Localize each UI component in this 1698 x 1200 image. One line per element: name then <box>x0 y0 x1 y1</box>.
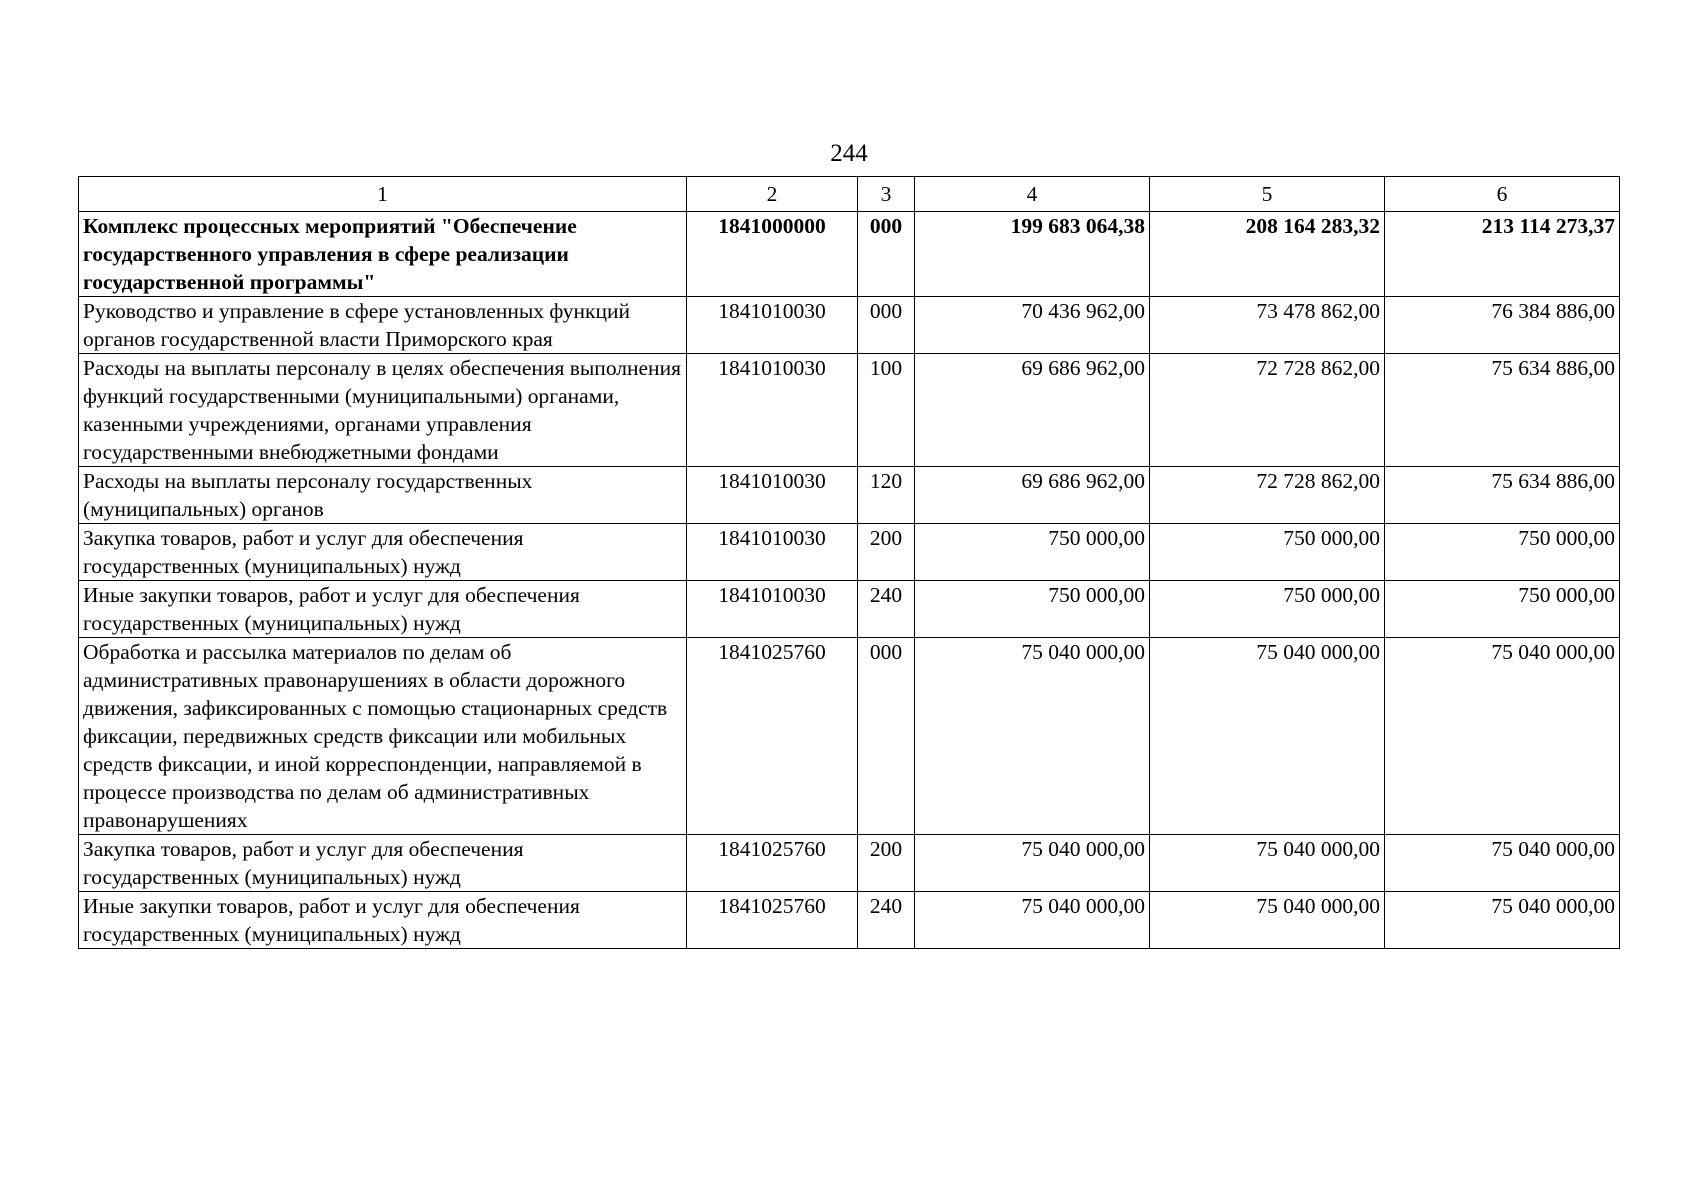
amount-col5-cell: 73 478 862,00 <box>1150 297 1385 354</box>
amount-col6-cell: 75 634 886,00 <box>1385 354 1620 467</box>
table-row <box>79 354 1620 467</box>
amount-col6-cell: 750 000,00 <box>1385 581 1620 638</box>
target-code-cell: 1841010030 <box>687 467 858 524</box>
expense-name-cell: Закупка товаров, работ и услуг для обеспечения государственных (муниципальных) нужд <box>79 524 687 581</box>
amount-col5-cell: 72 728 862,00 <box>1150 467 1385 524</box>
amount-col5-cell: 75 040 000,00 <box>1150 638 1385 835</box>
table-row <box>79 297 1620 354</box>
amount-col6-cell: 213 114 273,37 <box>1385 212 1620 297</box>
amount-col6-cell: 75 634 886,00 <box>1385 467 1620 524</box>
amount-col4-cell: 750 000,00 <box>915 524 1150 581</box>
expense-name-cell: Руководство и управление в сфере установленных функций органов государственной власти Приморского края <box>79 297 687 354</box>
target-code-cell: 1841000000 <box>687 212 858 297</box>
amount-col5-cell: 750 000,00 <box>1150 581 1385 638</box>
expense-name-cell: Закупка товаров, работ и услуг для обеспечения государственных (муниципальных) нужд <box>79 835 687 892</box>
expense-name-cell: Расходы на выплаты персоналу государственных (муниципальных) органов <box>79 467 687 524</box>
expense-name-cell: Комплекс процессных мероприятий "Обеспечение государственного управления в сфере реализации государственной программы" <box>79 212 687 297</box>
column-number: 2 <box>687 177 858 212</box>
column-number: 4 <box>915 177 1150 212</box>
expense-type-cell: 000 <box>858 638 915 835</box>
amount-col5-cell: 75 040 000,00 <box>1150 892 1385 949</box>
amount-col4-cell: 69 686 962,00 <box>915 467 1150 524</box>
column-number: 6 <box>1385 177 1620 212</box>
amount-col6-cell: 75 040 000,00 <box>1385 638 1620 835</box>
table-row <box>79 212 1620 297</box>
expense-name-cell: Иные закупки товаров, работ и услуг для обеспечения государственных (муниципальных) нужд <box>79 892 687 949</box>
expense-type-cell: 000 <box>858 212 915 297</box>
table-row <box>79 638 1620 835</box>
amount-col6-cell: 750 000,00 <box>1385 524 1620 581</box>
expense-name-cell: Расходы на выплаты персоналу в целях обеспечения выполнения функций государственными (муниципальными) органами, казенными учреждениями, органами управления государственными внебюджетными фондами <box>79 354 687 467</box>
column-number: 3 <box>858 177 915 212</box>
amount-col5-cell: 72 728 862,00 <box>1150 354 1385 467</box>
amount-col4-cell: 75 040 000,00 <box>915 835 1150 892</box>
target-code-cell: 1841010030 <box>687 524 858 581</box>
budget-table <box>78 176 1620 949</box>
amount-col4-cell: 70 436 962,00 <box>915 297 1150 354</box>
table-row <box>79 835 1620 892</box>
expense-type-cell: 000 <box>858 297 915 354</box>
target-code-cell: 1841025760 <box>687 892 858 949</box>
column-number: 5 <box>1150 177 1385 212</box>
expense-type-cell: 200 <box>858 835 915 892</box>
table-row <box>79 524 1620 581</box>
expense-type-cell: 240 <box>858 581 915 638</box>
table-body <box>79 212 1620 949</box>
expense-type-cell: 240 <box>858 892 915 949</box>
amount-col4-cell: 199 683 064,38 <box>915 212 1150 297</box>
expense-name-cell: Обработка и рассылка материалов по делам об административных правонарушениях в области дорожного движения, зафиксированных с помощью стационарных средств фиксации, передвижных средств фиксации или мобильных средств фиксации, и иной корреспонденции, направляемой в процессе производства по делам об административных правонарушениях <box>79 638 687 835</box>
expense-name-cell: Иные закупки товаров, работ и услуг для обеспечения государственных (муниципальных) нужд <box>79 581 687 638</box>
column-number-row <box>79 177 1620 212</box>
amount-col4-cell: 75 040 000,00 <box>915 892 1150 949</box>
amount-col6-cell: 76 384 886,00 <box>1385 297 1620 354</box>
expense-type-cell: 120 <box>858 467 915 524</box>
table-row <box>79 467 1620 524</box>
table-row <box>79 581 1620 638</box>
page-number: 244 <box>830 140 868 167</box>
amount-col6-cell: 75 040 000,00 <box>1385 892 1620 949</box>
amount-col4-cell: 69 686 962,00 <box>915 354 1150 467</box>
amount-col6-cell: 75 040 000,00 <box>1385 835 1620 892</box>
amount-col5-cell: 750 000,00 <box>1150 524 1385 581</box>
column-number: 1 <box>79 177 687 212</box>
target-code-cell: 1841010030 <box>687 354 858 467</box>
target-code-cell: 1841010030 <box>687 581 858 638</box>
expense-type-cell: 200 <box>858 524 915 581</box>
amount-col5-cell: 208 164 283,32 <box>1150 212 1385 297</box>
amount-col4-cell: 75 040 000,00 <box>915 638 1150 835</box>
amount-col5-cell: 75 040 000,00 <box>1150 835 1385 892</box>
target-code-cell: 1841025760 <box>687 835 858 892</box>
amount-col4-cell: 750 000,00 <box>915 581 1150 638</box>
table-row <box>79 892 1620 949</box>
target-code-cell: 1841010030 <box>687 297 858 354</box>
target-code-cell: 1841025760 <box>687 638 858 835</box>
expense-type-cell: 100 <box>858 354 915 467</box>
